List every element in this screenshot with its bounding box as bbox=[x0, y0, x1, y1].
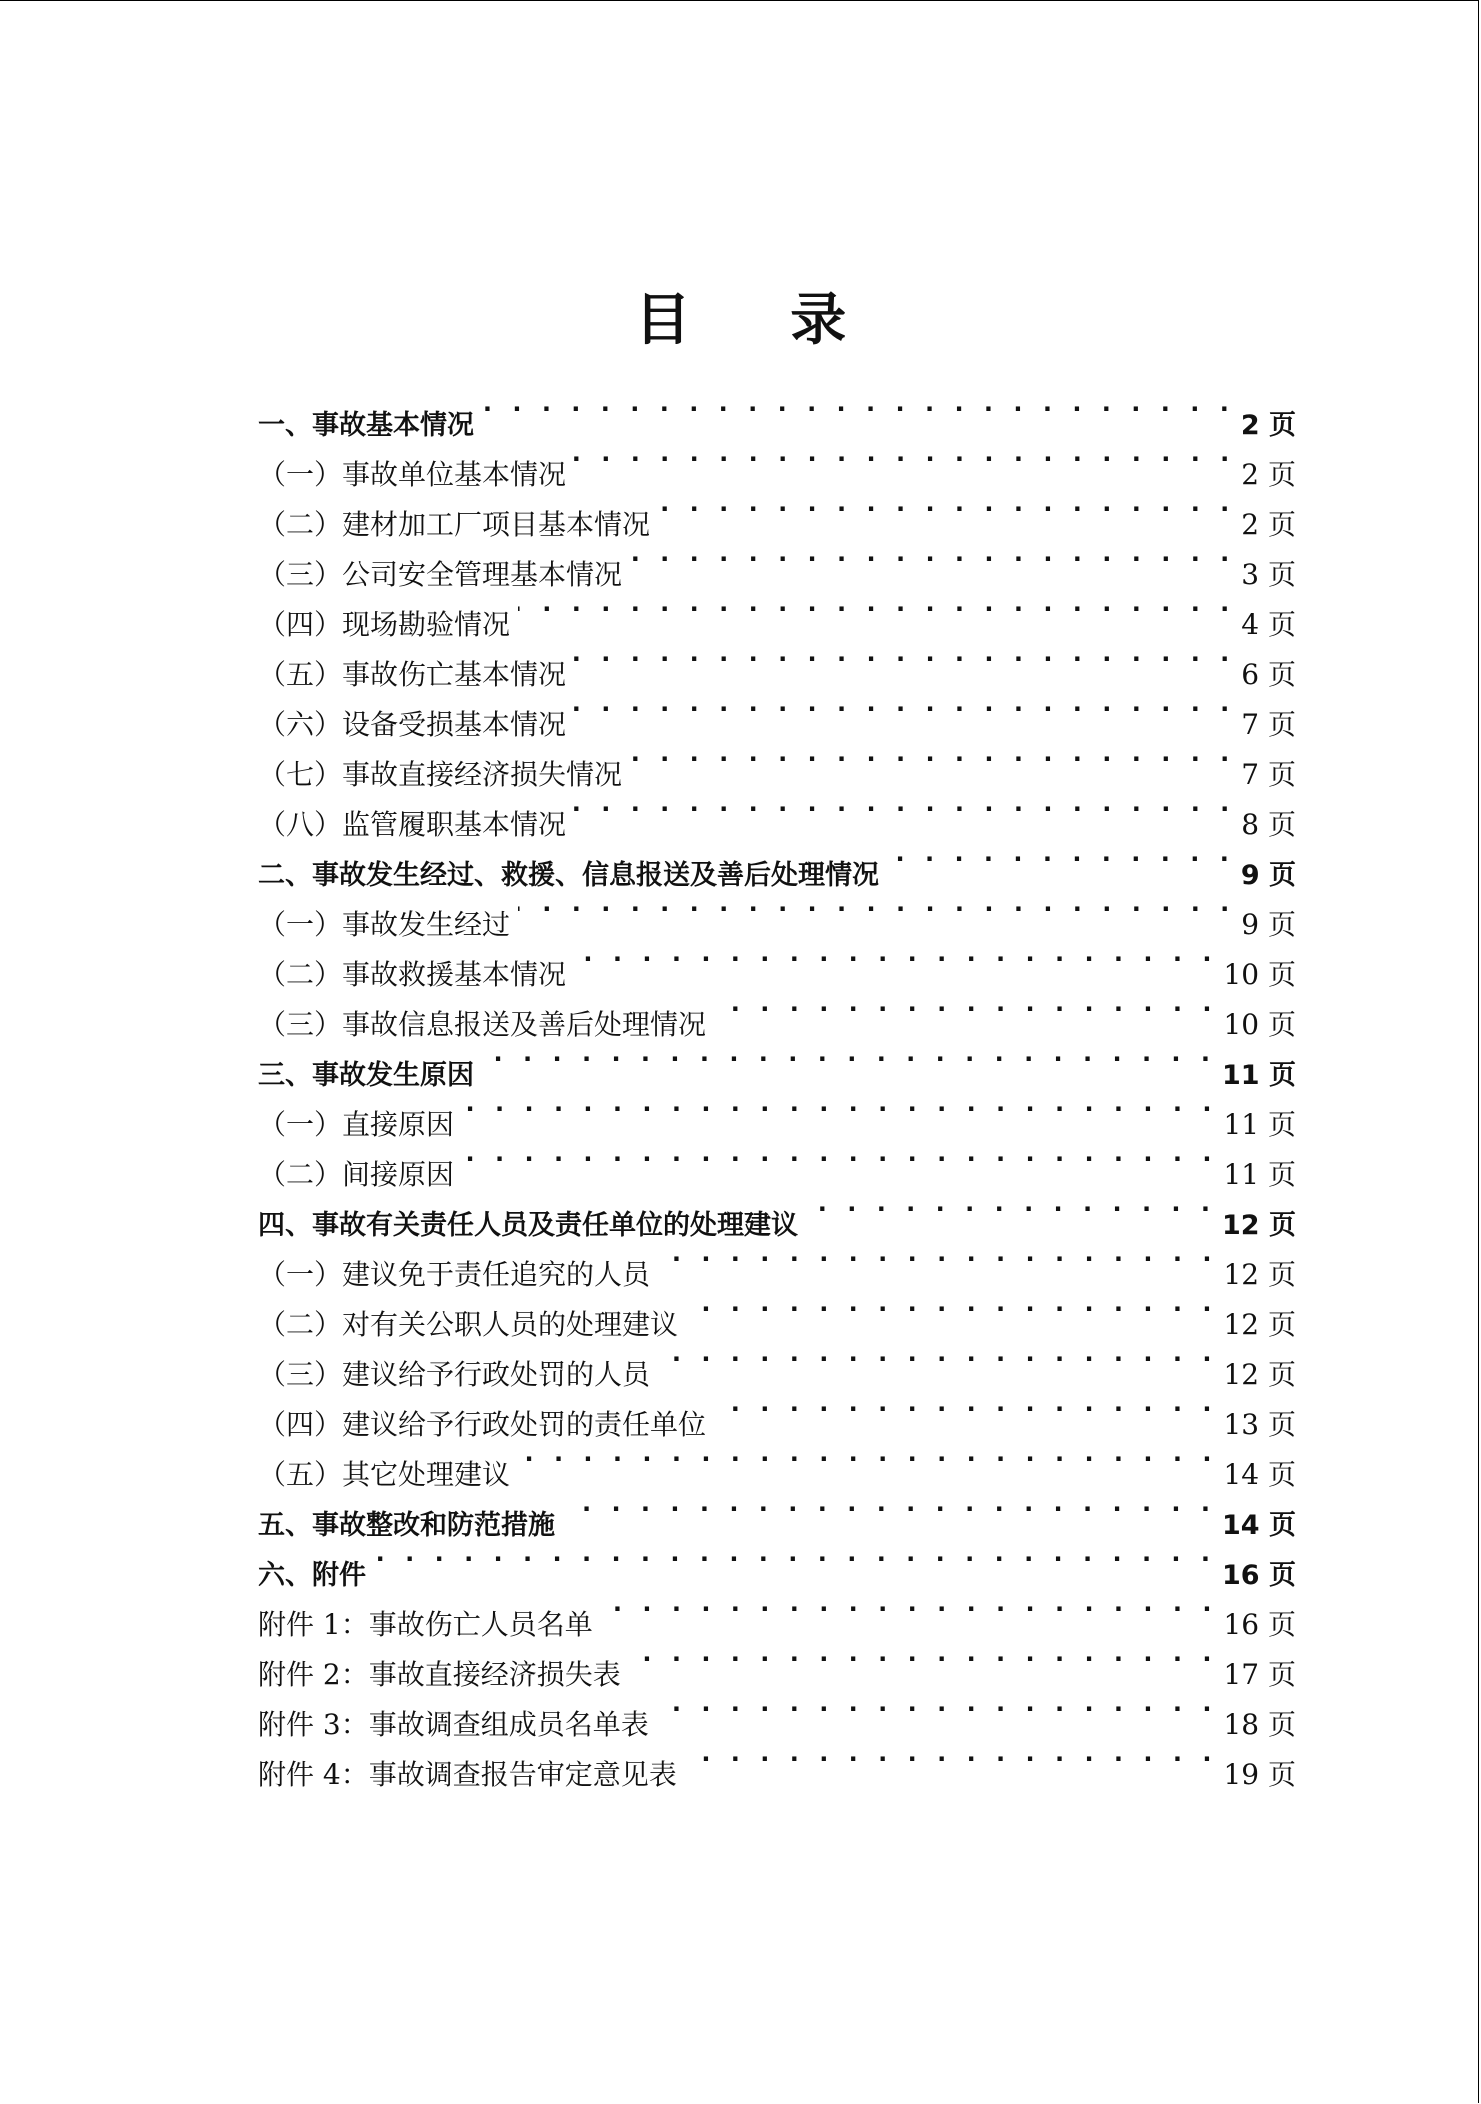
dot-leader bbox=[629, 1634, 1218, 1684]
dot-leader bbox=[462, 1134, 1217, 1184]
toc-entry-page-number: 2 页 bbox=[1241, 458, 1296, 491]
dot-leader bbox=[714, 984, 1217, 1034]
toc-entry-label: 附件 1：事故伤亡人员名单 bbox=[258, 1608, 593, 1641]
toc-entry-label: （二）建材加工厂项目基本情况 bbox=[258, 508, 651, 541]
page-title: 目 录 bbox=[634, 288, 887, 353]
dot-leader bbox=[482, 1034, 1216, 1084]
toc-entry-label: 二、事故发生经过、救援、信息报送及善后处理情况 bbox=[258, 860, 879, 891]
dot-leader bbox=[630, 534, 1235, 584]
toc-entry-label: （二）间接原因 bbox=[258, 1158, 455, 1191]
toc-entry-page-number: 7 页 bbox=[1241, 708, 1296, 741]
dot-leader bbox=[518, 584, 1235, 634]
dot-leader bbox=[574, 934, 1217, 984]
dot-leader bbox=[658, 1334, 1217, 1384]
toc-entry-page-number: 12 页 bbox=[1223, 1358, 1296, 1391]
dot-leader bbox=[374, 1534, 1216, 1584]
dot-leader bbox=[806, 1184, 1216, 1234]
toc-entry-label: （二）对有关公职人员的处理建议 bbox=[258, 1308, 679, 1341]
toc-entry-page-number: 9 页 bbox=[1241, 908, 1296, 941]
toc-entry-label: （一）直接原因 bbox=[258, 1108, 455, 1141]
dot-leader bbox=[563, 1484, 1216, 1534]
toc-entry-label: （六）设备受损基本情况 bbox=[258, 708, 567, 741]
toc-entry-page-number: 8 页 bbox=[1241, 808, 1296, 841]
toc-entry-page-number: 14 页 bbox=[1223, 1458, 1296, 1491]
dot-leader bbox=[574, 784, 1235, 834]
toc-entry-label: （一）事故发生经过 bbox=[258, 908, 511, 941]
toc-entry-page-number: 18 页 bbox=[1223, 1708, 1296, 1741]
toc-entry-page-number: 4 页 bbox=[1241, 608, 1296, 641]
toc-entry-label: （一）事故单位基本情况 bbox=[258, 458, 567, 491]
toc-entry-page-number: 13 页 bbox=[1223, 1408, 1296, 1441]
toc-entry-label: （四）现场勘验情况 bbox=[258, 608, 511, 641]
toc-entry-page-number: 11 页 bbox=[1223, 1158, 1296, 1191]
toc-entry-page-number: 6 页 bbox=[1241, 658, 1296, 691]
dot-leader bbox=[686, 1284, 1217, 1334]
toc-entry-label: 附件 4：事故调查报告审定意见表 bbox=[258, 1758, 677, 1791]
toc-entry-page-number: 2 页 bbox=[1240, 410, 1296, 441]
dot-leader bbox=[482, 384, 1235, 434]
toc-entry-label: （二）事故救援基本情况 bbox=[258, 958, 567, 991]
table-of-contents bbox=[258, 384, 1296, 1791]
toc-entry-label: 一、事故基本情况 bbox=[258, 410, 474, 441]
toc-entry-page-number: 10 页 bbox=[1223, 958, 1296, 991]
toc-entry-page-number: 11 页 bbox=[1223, 1108, 1296, 1141]
toc-section-entry bbox=[258, 1534, 1296, 1591]
toc-entry-page-number: 12 页 bbox=[1223, 1258, 1296, 1291]
toc-entry-page-number: 12 页 bbox=[1222, 1210, 1296, 1241]
toc-entry-label: （五）事故伤亡基本情况 bbox=[258, 658, 567, 691]
dot-leader bbox=[574, 634, 1235, 684]
toc-entry-label: （三）公司安全管理基本情况 bbox=[258, 558, 623, 591]
toc-entry-label: 三、事故发生原因 bbox=[258, 1060, 474, 1091]
toc-entry-label: 五、事故整改和防范措施 bbox=[258, 1510, 555, 1541]
toc-entry-page-number: 19 页 bbox=[1223, 1758, 1296, 1791]
toc-entry-page-number: 12 页 bbox=[1223, 1308, 1296, 1341]
toc-entry-label: 六、附件 bbox=[258, 1560, 366, 1591]
dot-leader bbox=[685, 1734, 1218, 1784]
toc-entry-page-number: 3 页 bbox=[1241, 558, 1296, 591]
dot-leader bbox=[574, 434, 1235, 484]
toc-entry-label: 附件 3：事故调查组成员名单表 bbox=[258, 1708, 649, 1741]
dot-leader bbox=[574, 684, 1235, 734]
toc-entry-page-number: 17 页 bbox=[1223, 1658, 1296, 1691]
dot-leader bbox=[887, 834, 1235, 884]
toc-entry-label: （七）事故直接经济损失情况 bbox=[258, 758, 623, 791]
dot-leader bbox=[658, 484, 1235, 534]
toc-entry-page-number: 9 页 bbox=[1240, 860, 1296, 891]
toc-entry-page-number: 11 页 bbox=[1222, 1060, 1296, 1091]
toc-entry-label: （三）建议给予行政处罚的人员 bbox=[258, 1358, 651, 1391]
dot-leader bbox=[630, 734, 1235, 784]
toc-entry-label: （四）建议给予行政处罚的责任单位 bbox=[258, 1408, 707, 1441]
dot-leader bbox=[518, 1434, 1217, 1484]
toc-entry-label: 附件 2：事故直接经济损失表 bbox=[258, 1658, 621, 1691]
toc-section-entry bbox=[258, 384, 1296, 441]
toc-entry-label: （八）监管履职基本情况 bbox=[258, 808, 567, 841]
dot-leader bbox=[714, 1384, 1217, 1434]
toc-entry-label: （三）事故信息报送及善后处理情况 bbox=[258, 1008, 707, 1041]
toc-entry-label: （一）建议免于责任追究的人员 bbox=[258, 1258, 651, 1291]
toc-entry-page-number: 10 页 bbox=[1223, 1008, 1296, 1041]
toc-entry-label: （五）其它处理建议 bbox=[258, 1458, 511, 1491]
toc-entry-page-number: 14 页 bbox=[1222, 1510, 1296, 1541]
toc-subsection-entry bbox=[258, 1584, 1296, 1641]
dot-leader bbox=[462, 1084, 1217, 1134]
dot-leader bbox=[657, 1684, 1218, 1734]
toc-entry-page-number: 16 页 bbox=[1222, 1560, 1296, 1591]
dot-leader bbox=[601, 1584, 1218, 1634]
toc-entry-page-number: 2 页 bbox=[1241, 508, 1296, 541]
toc-entry-page-number: 7 页 bbox=[1241, 758, 1296, 791]
dot-leader bbox=[518, 884, 1235, 934]
dot-leader bbox=[658, 1234, 1217, 1284]
toc-entry-label: 四、事故有关责任人员及责任单位的处理建议 bbox=[258, 1210, 798, 1241]
toc-entry-page-number: 16 页 bbox=[1223, 1608, 1296, 1641]
